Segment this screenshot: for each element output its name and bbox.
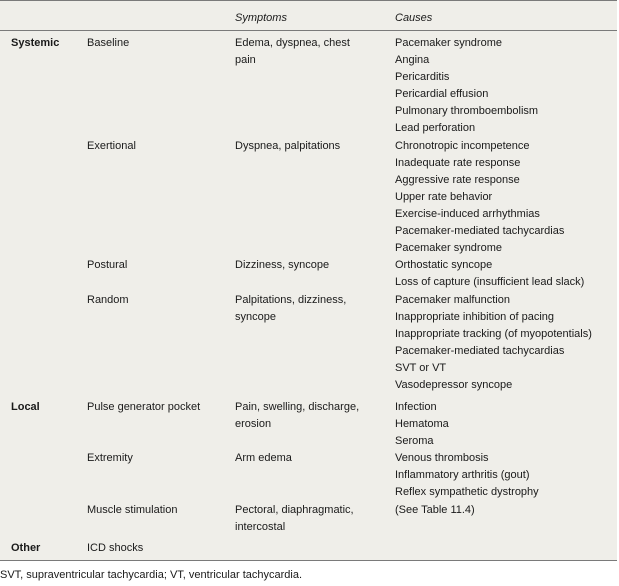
symptom-text: intercostal [235, 521, 286, 533]
row-context: Baseline [87, 37, 130, 49]
cause-text: Infection [395, 401, 437, 413]
row-context: Pulse generator pocket [87, 401, 201, 413]
cause-text: Seroma [395, 435, 434, 447]
cause-text: Lead perforation [395, 122, 476, 134]
cause-text: Pulmonary thromboembolism [395, 105, 539, 117]
cause-text: Pericardial effusion [395, 88, 489, 100]
cause-text: Vasodepressor syncope [395, 379, 513, 391]
cause-text: Inadequate rate response [395, 157, 521, 169]
symptom-text: Arm edema [235, 452, 292, 464]
header-symptoms: Symptoms [235, 12, 287, 24]
cause-text: (See Table 11.4) [395, 504, 475, 516]
symptom-text: Dyspnea, palpitations [235, 140, 341, 152]
header-causes: Causes [395, 12, 433, 24]
cause-text: Pericarditis [395, 71, 450, 83]
cause-text: Inappropriate inhibition of pacing [395, 311, 555, 323]
cause-text: Pacemaker-mediated tachycardias [395, 225, 565, 237]
cause-text: Chronotropic incompetence [395, 140, 530, 152]
symptom-text: Edema, dyspnea, chest [235, 37, 350, 49]
cause-text: Orthostatic syncope [395, 259, 493, 271]
cause-text: Loss of capture (insufficient lead slack) [395, 276, 585, 288]
cause-text: Inflammatory arthritis (gout) [395, 469, 530, 481]
cause-text: Angina [395, 54, 430, 66]
cause-text: Pacemaker-mediated tachycardias [395, 345, 565, 357]
header-rule [0, 30, 617, 31]
row-context: ICD shocks [87, 542, 144, 554]
cause-text: Venous thrombosis [395, 452, 489, 464]
cause-text: Pacemaker syndrome [395, 37, 502, 49]
symptom-text: syncope [235, 311, 276, 323]
group-label: Systemic [11, 37, 60, 49]
cause-text: Pacemaker syndrome [395, 242, 502, 254]
cause-text: Hematoma [395, 418, 449, 430]
group-label: Local [11, 401, 40, 413]
row-context: Postural [87, 259, 128, 271]
cause-text: Exercise-induced arrhythmias [395, 208, 540, 220]
symptom-text: Pectoral, diaphragmatic, [235, 504, 354, 516]
symptom-text: Dizziness, syncope [235, 259, 330, 271]
table-footnote: SVT, supraventricular tachycardia; VT, ventricular tachycardia. [0, 569, 303, 581]
cause-text: Inappropriate tracking (of myopotentials) [395, 328, 592, 340]
group-label: Other [11, 542, 41, 554]
row-context: Exertional [87, 140, 136, 152]
symptom-text: pain [235, 54, 256, 66]
row-context: Muscle stimulation [87, 504, 178, 516]
cause-text: Pacemaker malfunction [395, 294, 510, 306]
cause-text: Upper rate behavior [395, 191, 493, 203]
symptom-text: Pain, swelling, discharge, [235, 401, 360, 413]
row-context: Extremity [87, 452, 133, 464]
symptom-text: Palpitations, dizziness, [235, 294, 347, 306]
symptom-text: erosion [235, 418, 272, 430]
cause-text: Reflex sympathetic dystrophy [395, 486, 539, 498]
row-context: Random [87, 294, 129, 306]
cause-text: Aggressive rate response [395, 174, 520, 186]
cause-text: SVT or VT [395, 362, 447, 374]
